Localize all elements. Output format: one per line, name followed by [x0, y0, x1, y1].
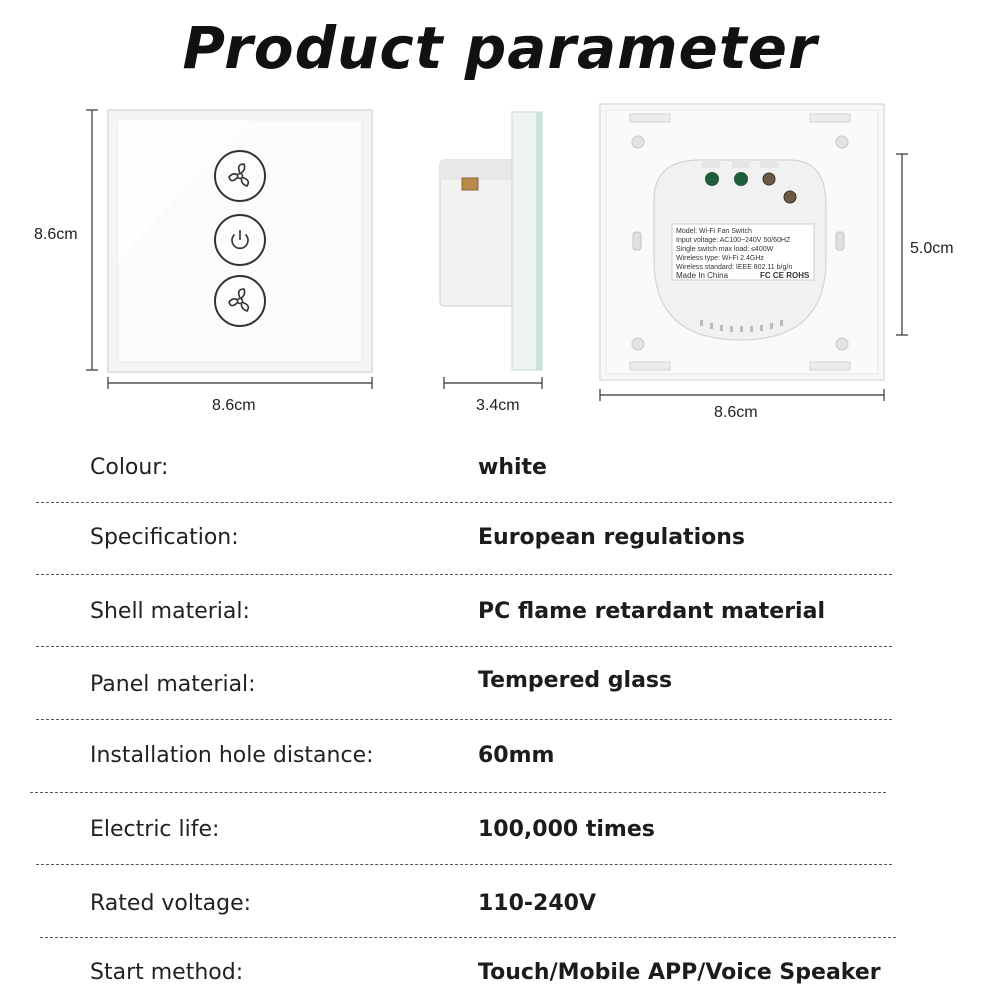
spec-value-installation-hole-distance: 60mm	[478, 743, 555, 768]
front-width-label: 8.6cm	[212, 397, 256, 414]
sticker-line-voltage: Input voltage: AC100~240V 50/60HZ	[676, 237, 791, 244]
sticker-line-model: Model: Wi-Fi Fan Switch	[676, 228, 752, 235]
back-height-label: 5.0cm	[910, 240, 954, 257]
sticker-line-wireless-standard: Wireless standard: IEEE 802.11 b/g/n	[676, 264, 793, 271]
spec-value-colour: white	[478, 455, 547, 480]
spec-value-shell-material: PC flame retardant material	[478, 599, 825, 624]
back-width-label: 8.6cm	[714, 404, 758, 421]
spec-label-panel-material: Panel material:	[90, 672, 256, 697]
sticker-certification-marks: FC CE ROHS	[760, 271, 810, 280]
spec-label-rated-voltage: Rated voltage:	[90, 891, 252, 916]
spec-label-electric-life: Electric life:	[90, 817, 220, 842]
back-width-dimension-line	[600, 389, 884, 401]
spec-label-specification: Specification:	[90, 525, 239, 550]
front-width-dimension-line	[108, 377, 372, 389]
sticker-line-origin: Made In China	[676, 271, 729, 280]
side-view	[440, 112, 542, 370]
spec-label-installation-hole-distance: Installation hole distance:	[90, 743, 374, 768]
side-depth-dimension-line	[444, 377, 542, 389]
spec-value-rated-voltage: 110-240V	[478, 891, 597, 916]
spec-label-shell-material: Shell material:	[90, 599, 250, 624]
spec-value-start-method: Touch/Mobile APP/Voice Speaker	[478, 960, 881, 985]
power-button	[215, 215, 265, 265]
back-height-dimension-line	[896, 154, 908, 335]
spec-divider	[36, 502, 892, 503]
spec-label-start-method: Start method:	[90, 960, 244, 985]
spec-divider	[36, 864, 892, 865]
spec-label-colour: Colour:	[90, 455, 169, 480]
front-height-dimension-line	[86, 110, 98, 370]
product-diagrams	[0, 0, 1000, 440]
spec-divider	[36, 719, 892, 720]
spec-value-electric-life: 100,000 times	[478, 817, 655, 842]
front-height-label: 8.6cm	[34, 226, 78, 243]
spec-value-panel-material: Tempered glass	[478, 668, 673, 693]
spec-divider	[36, 574, 892, 575]
page-title: Product parameter	[182, 14, 818, 82]
sticker-line-load: Single switch max load: ≤400W	[676, 246, 774, 253]
spec-divider	[36, 646, 892, 647]
fan-down-button	[215, 276, 265, 326]
spec-divider	[40, 937, 896, 938]
spec-value-specification: European regulations	[478, 525, 745, 550]
fan-up-button	[215, 151, 265, 201]
side-depth-label: 3.4cm	[476, 397, 520, 414]
spec-divider	[30, 792, 886, 793]
sticker-line-wireless-type: Wireless type: Wi-Fi 2.4GHz	[676, 255, 764, 262]
